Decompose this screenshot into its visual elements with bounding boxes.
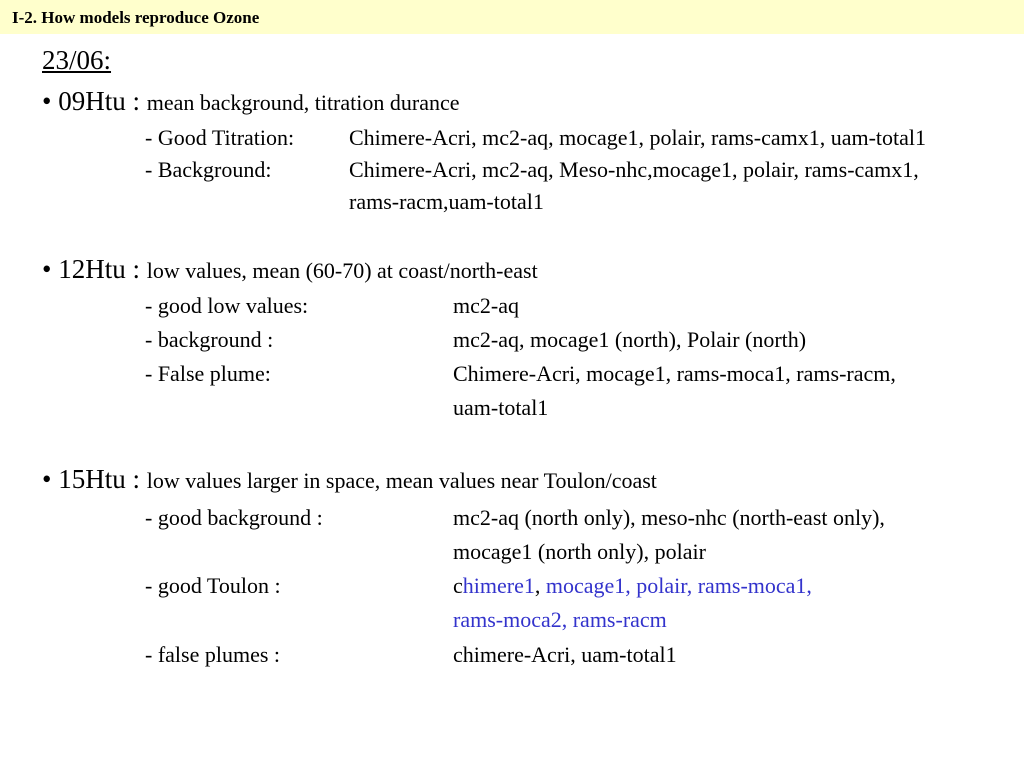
low-values-label: - good low values: — [145, 293, 309, 318]
background-12-label: - background : — [145, 327, 274, 352]
bullet-09htu-desc: mean background, titration durance — [146, 90, 460, 115]
background-12-models: mc2-aq, mocage1 (north), Polair (north) — [453, 327, 807, 352]
false-plume-label: - False plume: — [145, 361, 271, 386]
toulon-models-rest: mocage1, polair, rams-moca1, — [545, 573, 812, 598]
bullet-12htu — [42, 254, 538, 285]
bullet-12htu-label: • 12Htu : — [42, 254, 147, 284]
toulon-separator: , — [534, 573, 546, 598]
toulon-prefix: c — [453, 573, 463, 598]
titration-models: Chimere-Acri, mc2-aq, mocage1, polair, rams-camx1, uam-total1 — [349, 125, 927, 150]
bullet-15htu — [42, 464, 657, 495]
good-background-models-1: mc2-aq (north only), meso-nhc (north-east only), — [453, 505, 885, 530]
header-bar — [0, 0, 1024, 34]
background-09-models-2: rams-racm,uam-total1 — [349, 189, 544, 214]
low-values-models: mc2-aq — [453, 293, 519, 318]
good-background-label: - good background : — [145, 505, 323, 530]
false-plume-models-1: Chimere-Acri, mocage1, rams-moca1, rams-racm, — [453, 361, 896, 386]
false-plumes-models: chimere-Acri, uam-total1 — [453, 642, 677, 667]
good-toulon-label: - good Toulon : — [145, 573, 281, 598]
false-plumes-label: - false plumes : — [145, 642, 281, 667]
bullet-15htu-desc: low values larger in space, mean values near Toulon/coast — [146, 468, 657, 493]
slide-title: I-2. How models reproduce Ozone — [12, 8, 260, 27]
good-toulon-models-2: rams-moca2, rams-racm — [453, 607, 667, 632]
good-background-models-2: mocage1 (north only), polair — [453, 539, 706, 564]
toulon-model-chimere: himere1 — [462, 573, 535, 598]
good-toulon-models-1 — [453, 573, 812, 599]
bullet-09htu-label: • 09Htu : — [42, 86, 147, 116]
date-heading: 23/06: — [42, 45, 112, 75]
bullet-15htu-label: • 15Htu : — [42, 464, 147, 494]
false-plume-models-2: uam-total1 — [453, 395, 549, 420]
background-09-label: - Background: — [145, 157, 272, 182]
titration-label: - Good Titration: — [145, 125, 295, 150]
background-09-models-1: Chimere-Acri, mc2-aq, Meso-nhc,mocage1, polair, rams-camx1, — [349, 157, 919, 182]
bullet-12htu-desc: low values, mean (60-70) at coast/north-east — [146, 258, 538, 283]
bullet-09htu — [42, 86, 460, 117]
